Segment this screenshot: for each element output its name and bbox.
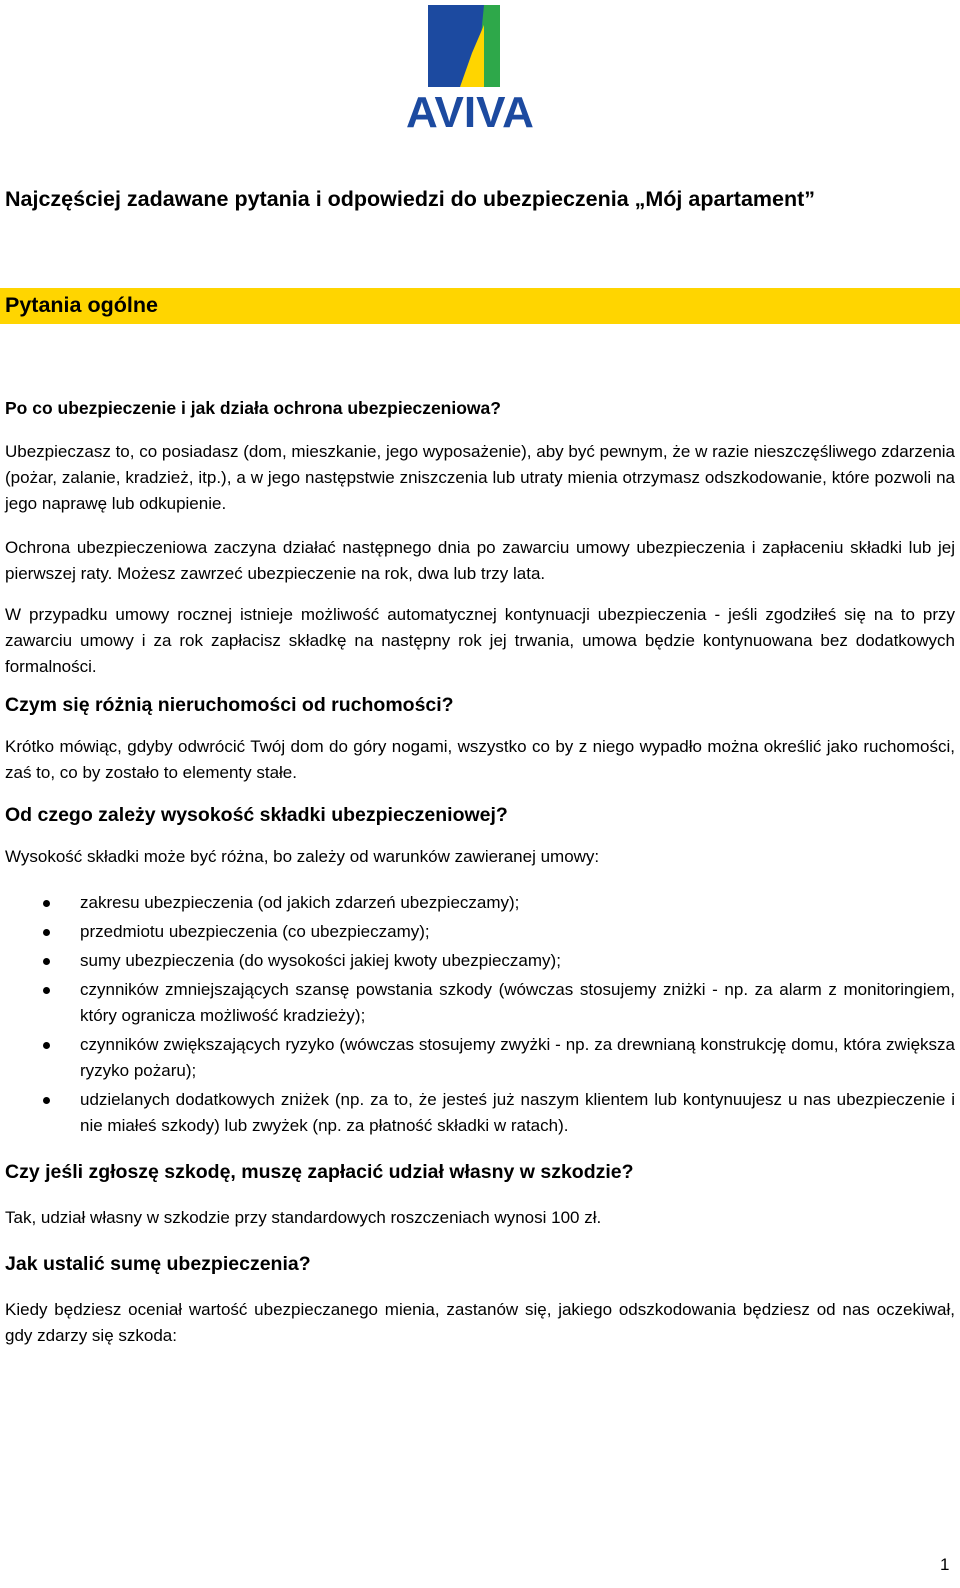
faq-answer-paragraph: Kiedy będziesz oceniał wartość ubezpieczanego mienia, zastanów się, jakiego odszkodowania będziesz od nas oczekiwał, gdy zdarzy się szkoda: [5,1300,955,1345]
faq-answer-paragraph: Krótko mówiąc, gdyby odwrócić Twój dom do góry nogami, wszystko co by z niego wypadło można określić jako ruchomości, zaś to, co by zostało to elementy stałe. [5,737,955,782]
faq-answer-paragraph: Wysokość składki może być różna, bo zależy od warunków zawieranej umowy: [5,847,600,866]
faq-answer-paragraph: Tak, udział własny w szkodzie przy standardowych roszczeniach wynosi 100 zł. [5,1208,602,1227]
faq-content [5,395,955,1349]
bullet-icon [43,958,50,965]
bullet-icon [43,929,50,936]
bullet-icon [43,987,50,994]
faq-answer-paragraph: Ubezpieczasz to, co posiadasz (dom, mieszkanie, jego wyposażenie), aby być pewnym, że w razie nieszczęśliwego zdarzenia (pożar, zalanie, kradzież, itp.), a w jego następstwie zniszczenia lub utraty mienia otrzymasz odszkodowanie, które pozwoli na jego naprawę lub odkupienie. [5,442,955,513]
list-item: czynników zwiększających ryzyko (wówczas stosujemy zwyżki - np. za drewnianą konstrukcję domu, która zwiększa ryzyko pożaru); [5,1032,955,1084]
list-item: przedmiotu ubezpieczenia (co ubezpieczamy); [5,919,955,945]
faq-item [5,1159,955,1231]
faq-item [5,692,955,786]
faq-question: Po co ubezpieczenie i jak działa ochrona ubezpieczeniowa? [5,398,501,418]
list-item: czynników zmniejszających szansę powstania szkody (wówczas stosujemy zniżki - np. za alarm z monitoringiem, który ogranicza możliwość kradzieży); [5,977,955,1029]
faq-item [5,395,955,680]
faq-answer-paragraph: Ochrona ubezpieczeniowa zaczyna działać następnego dnia po zawarciu umowy ubezpieczenia i zapłaceniu składki lub jej pierwszej raty. Możesz zawrzeć ubezpieczenie na rok, dwa lub trzy lata. [5,538,955,583]
faq-question: Czym się różnią nieruchomości od ruchomości? [5,694,454,716]
section-title: Pytania ogólne [5,293,158,317]
premium-factors-list [5,890,955,1139]
list-item: zakresu ubezpieczenia (od jakich zdarzeń ubezpieczamy); [5,890,955,916]
logo-wordmark: AVIVA [406,88,534,133]
faq-question: Od czego zależy wysokość składki ubezpieczeniowej? [5,804,508,826]
list-item: sumy ubezpieczenia (do wysokości jakiej kwoty ubezpieczamy); [5,948,955,974]
bullet-icon [43,1097,50,1104]
page-number: 1 [940,1555,950,1574]
faq-answer-paragraph: W przypadku umowy rocznej istnieje możliwość automatycznej kontynuacji ubezpieczenia - jeśli zgodziłeś się na to przy zawarciu umowy i za rok zapłacisz składkę na następny rok jej trwania, umowa będzie kontynuowana bez dodatkowych formalności. [5,605,955,676]
faq-question: Jak ustalić sumę ubezpieczenia? [5,1253,311,1275]
faq-item [5,1251,955,1349]
list-item: udzielanych dodatkowych zniżek (np. za to, że jesteś już naszym klientem lub kontynuujesz u nas ubezpieczenie i nie miałeś szkody) lub zwyżek (np. za płatność składki w ratach). [5,1087,955,1139]
bullet-icon [43,1042,50,1049]
section-header-bar [0,288,960,324]
bullet-icon [43,900,50,907]
aviva-logo [380,5,560,133]
faq-question: Czy jeśli zgłoszę szkodę, muszę zapłacić udział własny w szkodzie? [5,1161,634,1183]
document-title: Najczęściej zadawane pytania i odpowiedzi do ubezpieczenia „Mój apartament” [5,187,816,211]
faq-item [5,802,955,1139]
